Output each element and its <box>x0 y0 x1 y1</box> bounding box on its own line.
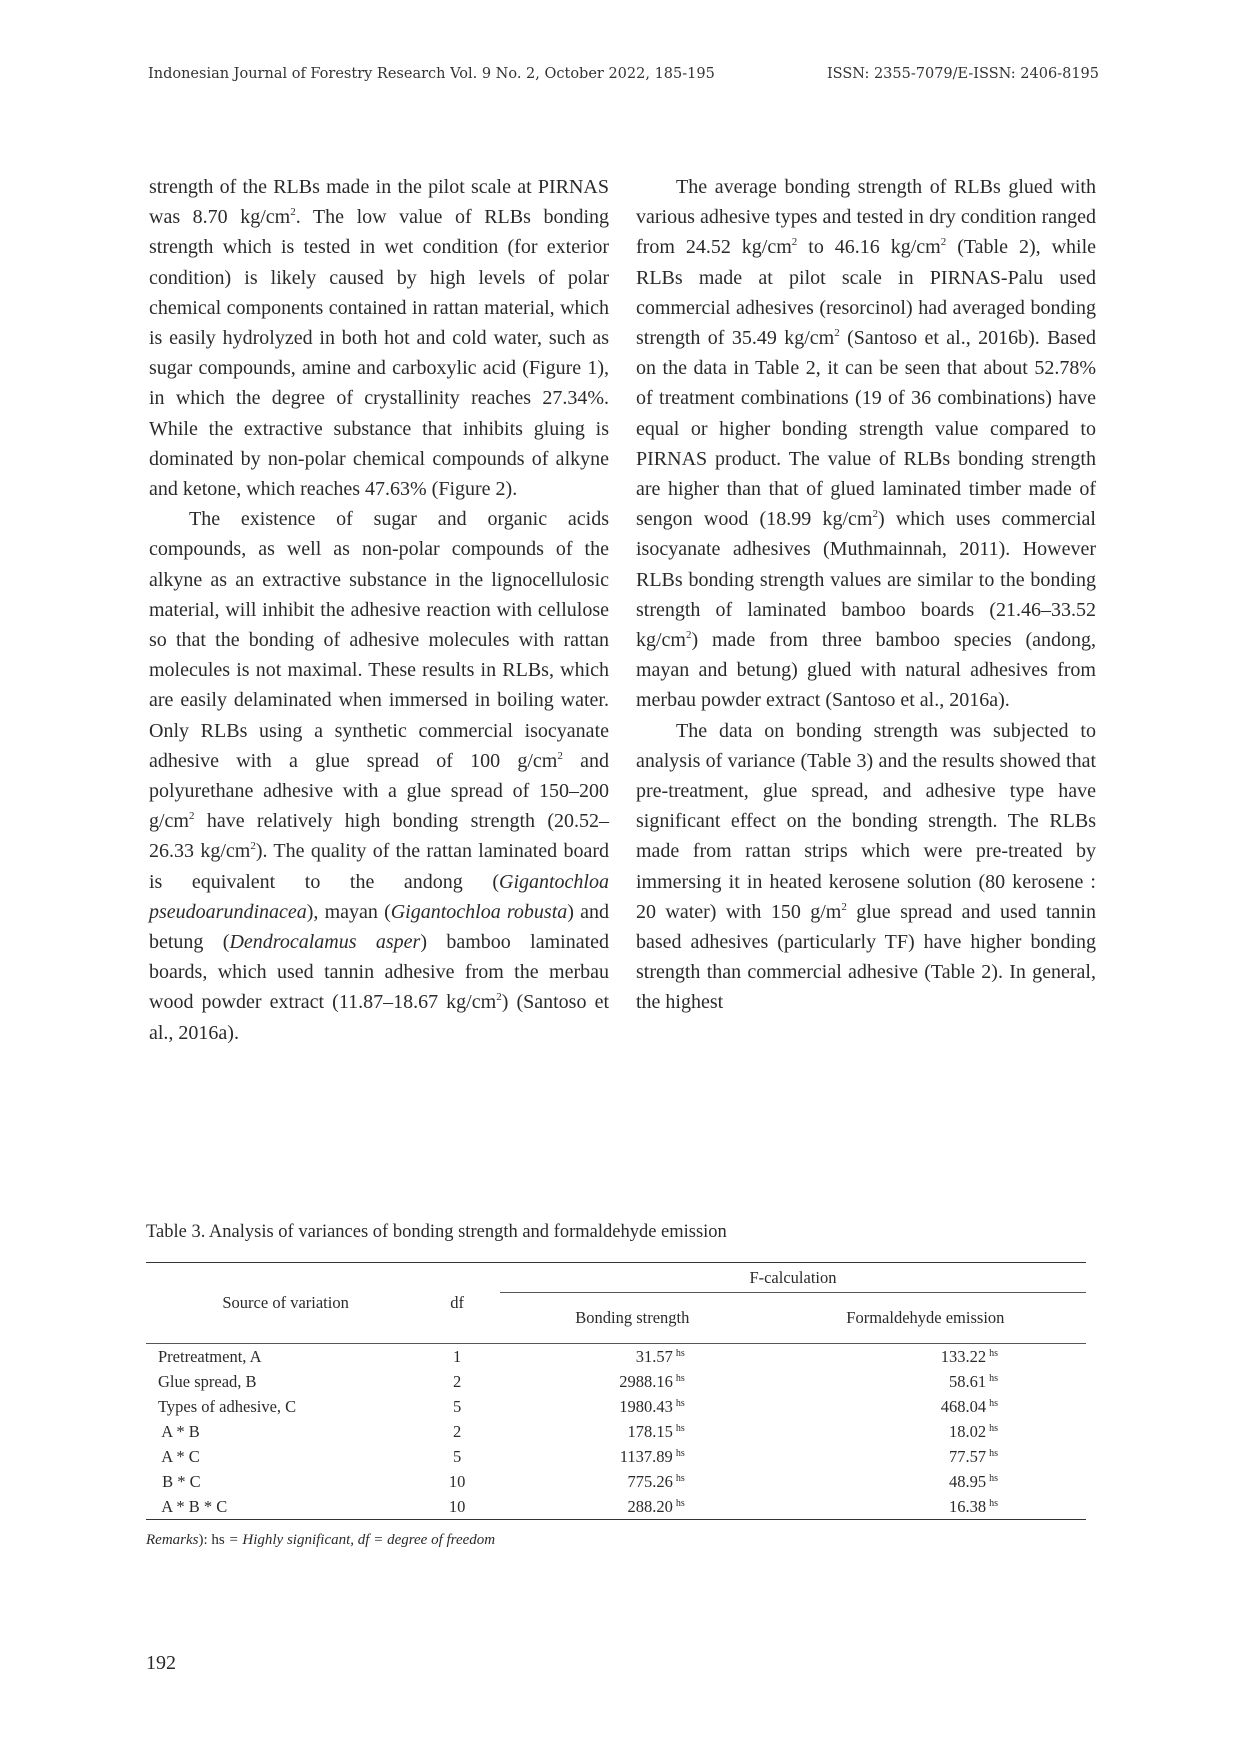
significance-mark: hs <box>989 1472 998 1484</box>
cell-source: B * C <box>158 1471 201 1491</box>
left-paragraph-1: strength of the RLBs made in the pilot scale at PIRNAS was 8.70 $kg/cm^2$. The low value of RLBs bonding strength which is tested in wet condition (for exterior condition) is likely caused by high levels of polar chemical components contained in rattan material, which is easily hydrolyzed in both hot and cold water, such as sugar compounds, amine and carboxylic acid (Figure 1), in which the degree of crystallinity reaches 27.34%. While the extractive substance that inhibits gluing is dominated by non-polar chemical compounds of alkyne and ketone, which reaches 47.63% (Figure 2). <box>149 176 609 501</box>
cell-formaldehyde-emission: 468.04 $^{hs}$ <box>940 1396 998 1416</box>
significance-mark: hs <box>675 1372 685 1384</box>
table-row <box>146 1394 1086 1419</box>
significance-mark: hs <box>675 1497 685 1509</box>
cell-formaldehyde-emission: 133.22 $^{hs}$ <box>940 1346 998 1366</box>
cell-source: A * B * C <box>146 1494 414 1520</box>
significance-mark: hs <box>989 1497 998 1509</box>
right-paragraph-2: The data on bonding strength was subjected to analysis of variance (Table 3) and the results showed that pre-treatment, glue spread, and adhesive type have significant effect on the bonding strength. The RLBs made from rattan strips which were pre-treated by immersing it in heated kerosene solution (80 kerosene : 20 water) with 150 $g/m^2$ glue spread and used tannin based adhesives (particularly TF) have higher bonding strength than commercial adhesive (Table 2). In general, the highest <box>636 719 1096 1014</box>
table-row <box>146 1444 1086 1469</box>
col-header-source: Source of variation <box>146 1263 414 1344</box>
significance-mark: hs <box>989 1422 998 1434</box>
left-column <box>149 172 609 1048</box>
col-header-f-calculation: F-calculation <box>500 1263 1086 1293</box>
anova-table-body <box>146 1344 1086 1520</box>
col-header-formaldehyde-emission: Formaldehyde emission <box>765 1293 1086 1344</box>
cell-bonding-strength: 1980.43 $^{hs}$ <box>619 1396 685 1416</box>
running-header-issn: ISSN: 2355-7079/E-ISSN: 2406-8195 <box>826 66 1099 82</box>
right-paragraph-1: The average bonding strength of RLBs glued with various adhesive types and tested in dry condition ranged from 24.52 $kg/cm^2$ to 46.16 $kg/cm^2$ (Table 2), while RLBs made at pilot scale in PIRNAS-Palu used commercial adhesives (resorcinol) had averaged bonding strength of 35.49 $kg/cm^2$ (Santoso et al., 2016b). Based on the data in Table 2, it can be seen that about 52.78% of treatment combinations (19 of 36 combinations) have equal or higher bonding strength value compared to PIRNAS product. The value of RLBs bonding strength are higher than that of glued laminated timber made of sengon wood (18.99 $kg/cm^2$) which uses commercial isocyanate adhesives (Muthmainnah, 2011). However RLBs bonding strength values are similar to the bonding strength of laminated bamboo boards (21.46–33.52 $kg/cm^2$) made from three bamboo species (andong, mayan and betung) glued with natural adhesives from merbau powder extract (Santoso et al., 2016a). <box>636 176 1097 712</box>
significance-mark: hs <box>675 1397 685 1409</box>
significance-mark: hs <box>675 1347 685 1359</box>
cell-df: 2 <box>452 1371 462 1391</box>
table-row <box>146 1344 1086 1370</box>
anova-table <box>146 1262 1086 1520</box>
table-remarks: Remarks): hs = Highly significant, df = degree of freedom <box>146 1532 496 1548</box>
table-row <box>146 1469 1086 1494</box>
significance-mark: hs <box>989 1447 998 1459</box>
col-header-bonding-strength: Bonding strength <box>500 1293 765 1344</box>
significance-mark: hs <box>675 1447 685 1459</box>
cell-bonding-strength: 1137.89 $^{hs}$ <box>619 1446 685 1466</box>
right-column <box>636 172 1096 1018</box>
cell-formaldehyde-emission: 18.02 $^{hs}$ <box>948 1421 998 1441</box>
cell-bonding-strength: 178.15 $^{hs}$ <box>627 1421 685 1441</box>
cell-source: A * C <box>158 1446 200 1466</box>
table-caption: Table 3. Analysis of variances of bonding strength and formaldehyde emission <box>146 1222 727 1242</box>
cell-source: Glue spread, B <box>158 1371 257 1391</box>
cell-formaldehyde-emission: 58.61 $^{hs}$ <box>948 1371 998 1391</box>
cell-formaldehyde-emission: 48.95 $^{hs}$ <box>948 1471 998 1491</box>
left-paragraph-2: The existence of sugar and organic acids compounds, as well as non-polar compounds of the alkyne as an extractive substance in the lignocellulosic material, will inhibit the adhesive reaction with cellulose so that the bonding of adhesive molecules with rattan molecules is not maximal. These results in RLBs, which are easily delaminated when immersed in boiling water. Only RLBs using a synthetic commercial isocyanate adhesive with a glue spread of 100 $g/cm^2$ and polyurethane adhesive with a glue spread of 150–200 $g/cm^2$ have relatively high bonding strength (20.52–26.33 $kg/cm^2$). The quality of the rattan laminated board is equivalent to the andong (Gigantochloa pseudoarundinacea), mayan (Gigantochloa robusta) and betung (Dendrocalamus asper) bamboo laminated boards, which used tannin adhesive from the merbau wood powder extract (11.87–18.67 $kg/cm^2$) (Santoso et al., 2016a). <box>149 508 610 1044</box>
cell-source: A * B <box>158 1421 200 1441</box>
cell-bonding-strength: 288.20 $^{hs}$ <box>500 1494 765 1520</box>
cell-formaldehyde-emission: 77.57 $^{hs}$ <box>948 1446 998 1466</box>
cell-bonding-strength: 2988.16 $^{hs}$ <box>619 1371 685 1391</box>
table-row <box>146 1369 1086 1394</box>
cell-bonding-strength: 31.57 $^{hs}$ <box>635 1346 685 1366</box>
page-number: 192 <box>146 1652 176 1674</box>
significance-mark: hs <box>989 1347 998 1359</box>
cell-source: Pretreatment, A <box>158 1346 262 1366</box>
significance-mark: hs <box>989 1397 998 1409</box>
cell-df: 5 <box>452 1396 462 1416</box>
running-header-journal: Indonesian Journal of Forestry Research Vol. 9 No. 2, October 2022, 185-195 <box>148 66 715 82</box>
table-row <box>146 1494 1086 1520</box>
cell-bonding-strength: 775.26 $^{hs}$ <box>627 1471 685 1491</box>
cell-df: 1 <box>452 1346 462 1366</box>
cell-df: 2 <box>452 1421 462 1441</box>
col-header-df: df <box>414 1263 500 1344</box>
cell-df: 10 <box>448 1471 466 1491</box>
significance-mark: hs <box>675 1422 685 1434</box>
table-row <box>146 1419 1086 1444</box>
significance-mark: hs <box>989 1372 998 1384</box>
cell-df: 5 <box>452 1446 462 1466</box>
cell-formaldehyde-emission: 16.38 $^{hs}$ <box>765 1494 1086 1520</box>
cell-source: Types of adhesive, C <box>158 1396 297 1416</box>
significance-mark: hs <box>675 1472 685 1484</box>
cell-df: 10 <box>414 1494 500 1520</box>
